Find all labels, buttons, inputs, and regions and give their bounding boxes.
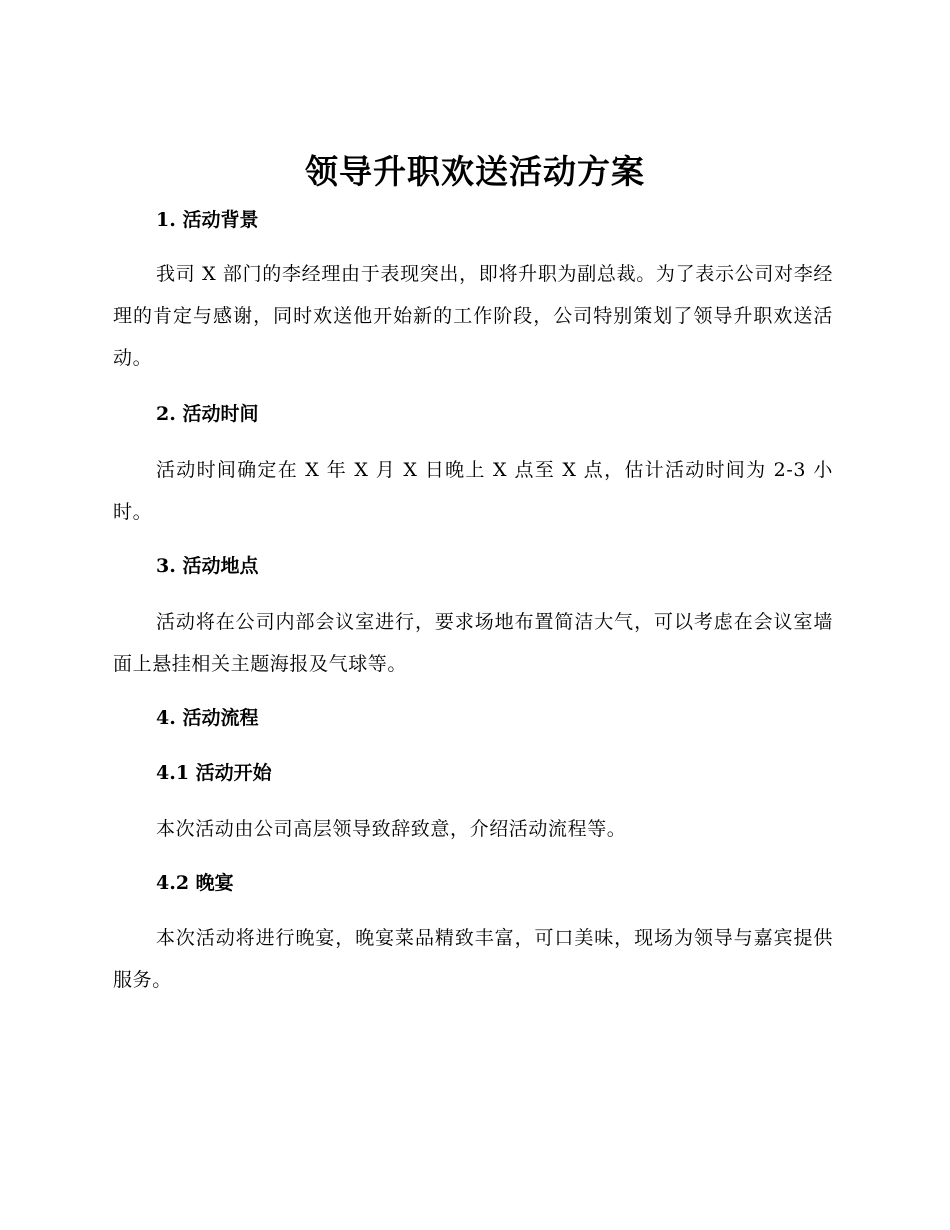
subsection-heading-start: 4.1 活动开始 — [156, 762, 272, 784]
section-heading-process: 4. 活动流程 — [156, 707, 259, 729]
subsection-text-banquet: 本次活动将进行晚宴，晚宴菜品精致丰富，可口美味，现场为领导与嘉宾提供服务。 — [113, 927, 833, 991]
subsection-text-start: 本次活动由公司高层领导致辞致意，介绍活动流程等。 — [156, 818, 627, 840]
section-text-time: 活动时间确定在 X 年 X 月 X 日晚上 X 点至 X 点，估计活动时间为 2-3 小时。 — [113, 459, 833, 523]
subsection-heading-banquet: 4.2 晚宴 — [156, 872, 234, 894]
document-title: 领导升职欢送活动方案 — [305, 152, 645, 191]
section-heading-location: 3. 活动地点 — [156, 555, 259, 577]
section-heading-time: 2. 活动时间 — [156, 403, 259, 425]
section-text-location: 活动将在公司内部会议室进行，要求场地布置简洁大气，可以考虑在会议室墙面上悬挂相关主题海报及气球等。 — [113, 611, 833, 675]
section-text-background: 我司 X 部门的李经理由于表现突出，即将升职为副总裁。为了表示公司对李经理的肯定与感谢，同时欢送他开始新的工作阶段，公司特别策划了领导升职欢送活动。 — [113, 263, 833, 369]
section-heading-background: 1. 活动背景 — [156, 209, 259, 231]
